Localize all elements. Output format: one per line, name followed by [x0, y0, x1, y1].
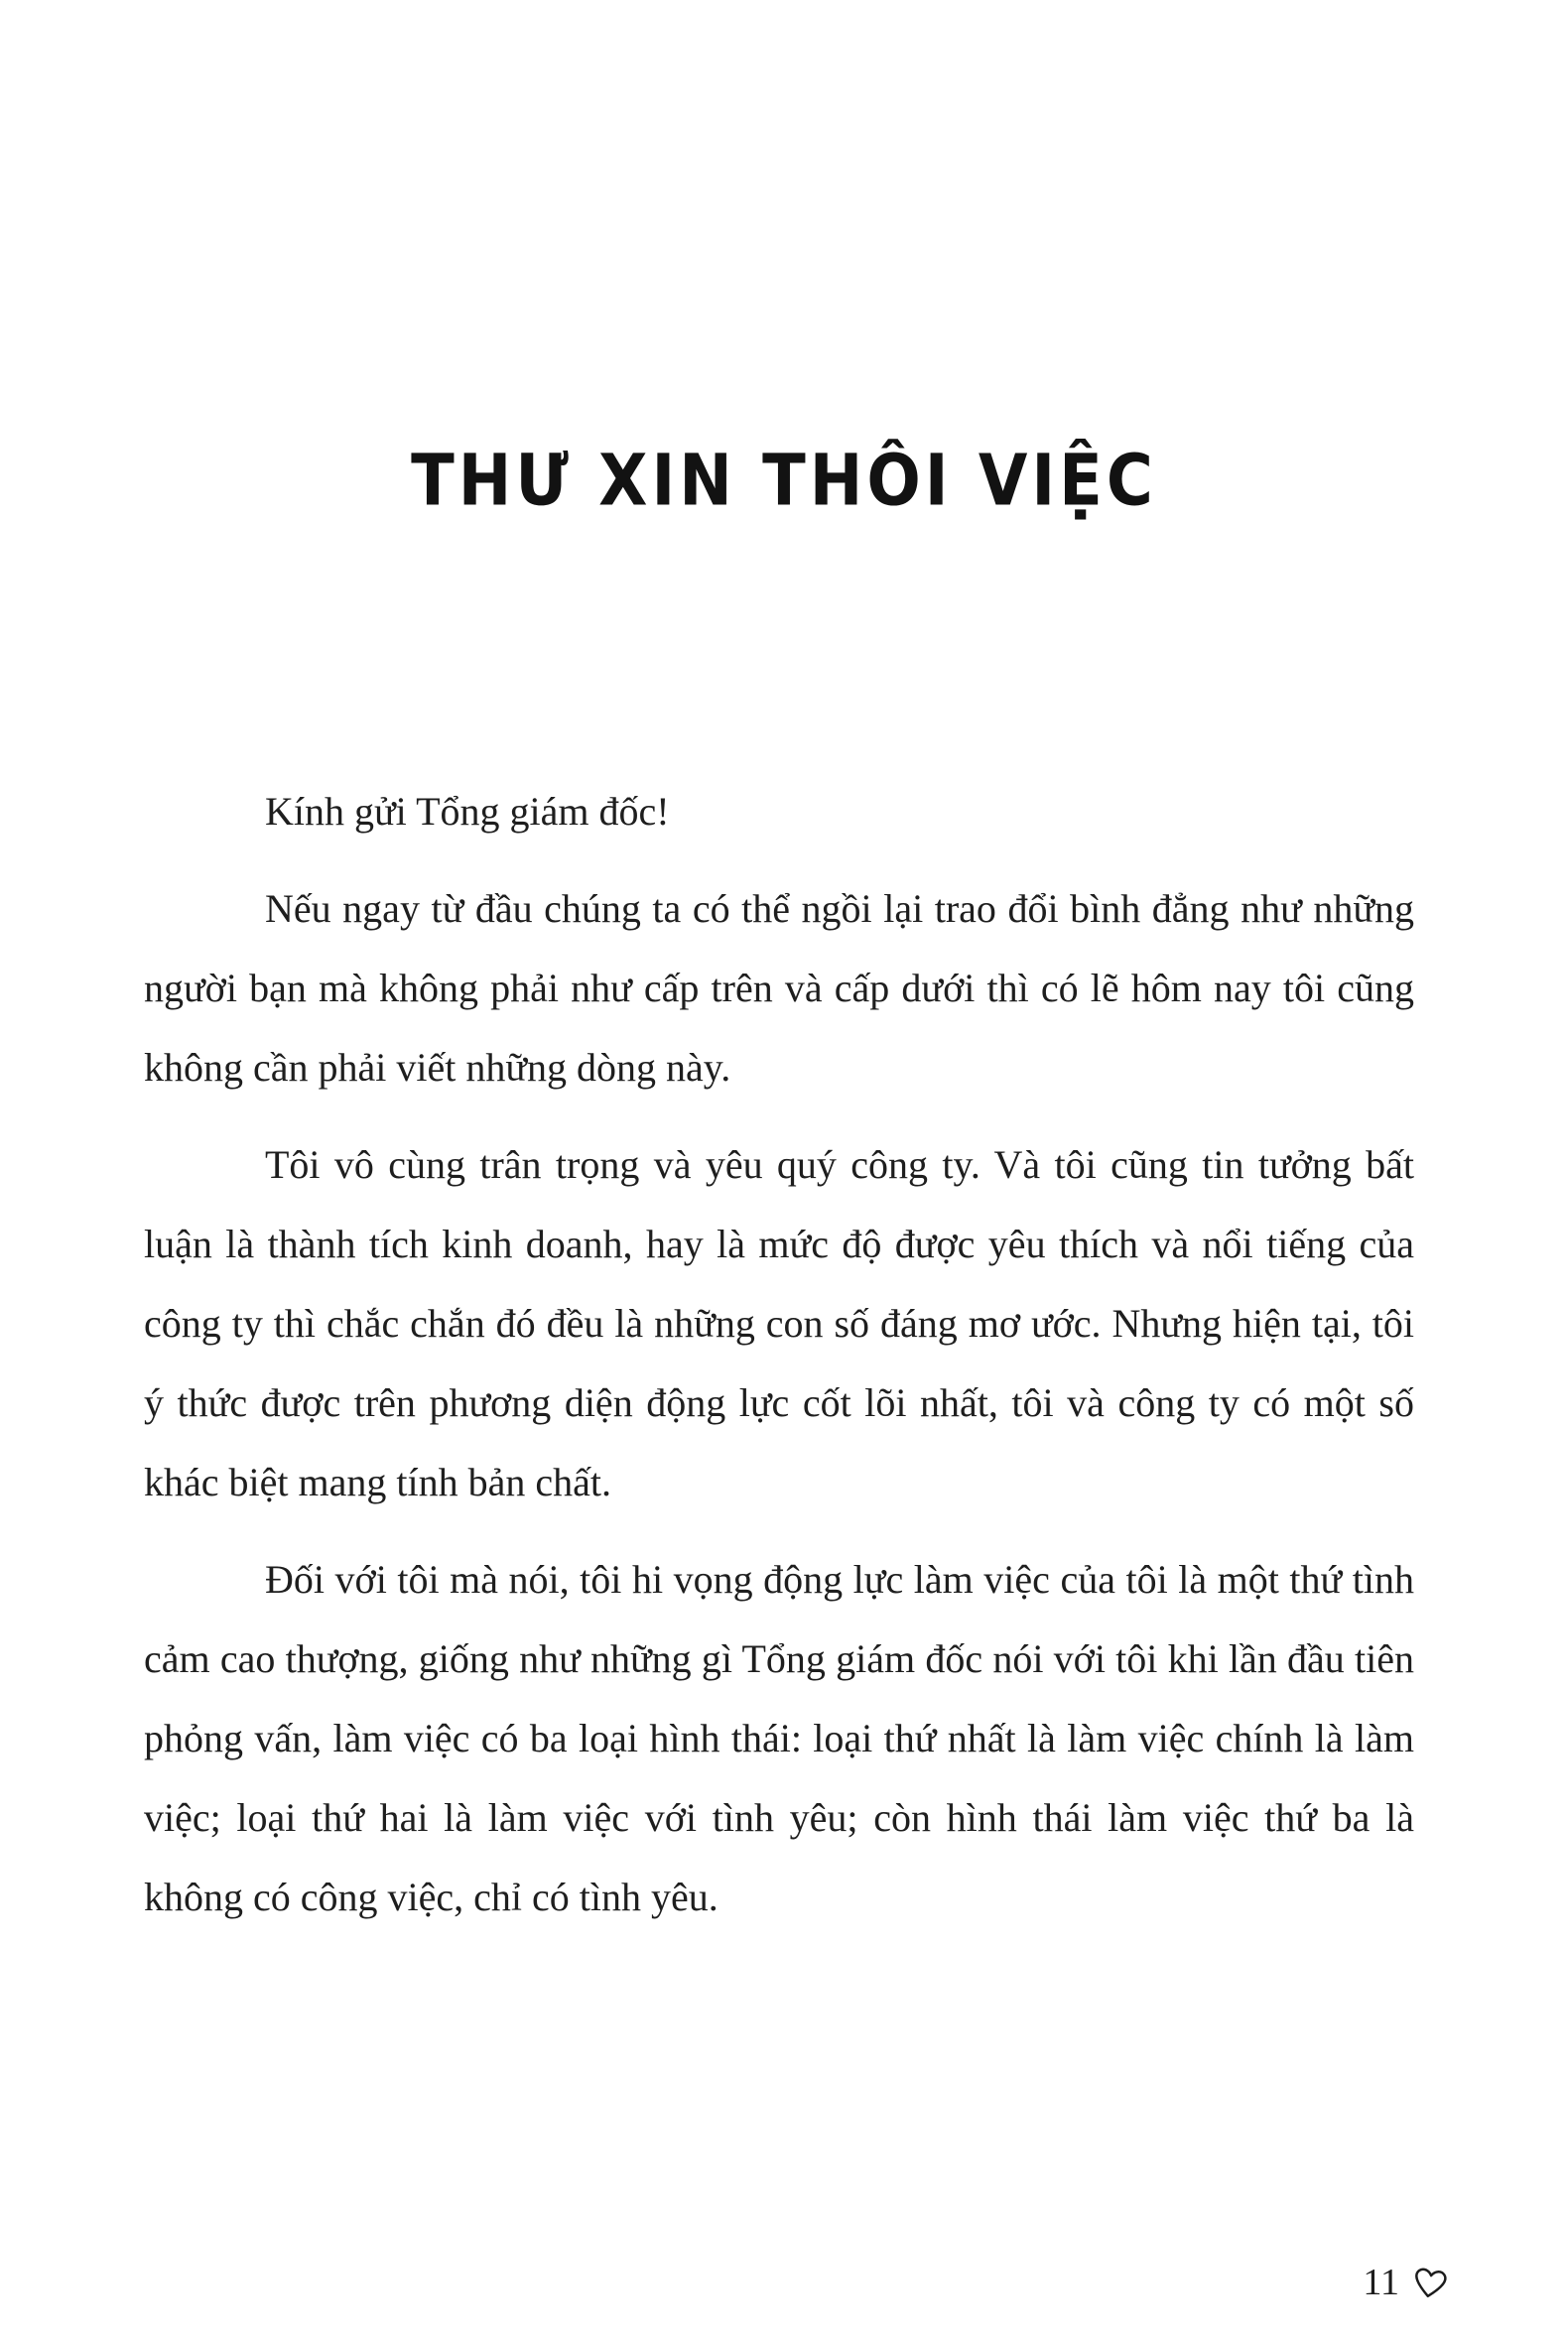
- paragraph-2: Tôi vô cùng trân trọng và yêu quý công ty. Và tôi cũng tin tưởng bất luận là thành tích kinh doanh, hay là mức độ được yêu thích và nổi tiếng của công ty thì chắc chắn đó đều là những con số đáng mơ ước. Nhưng hiện tại, tôi ý thức được trên phương diện động lực cốt lõi nhất, tôi và công ty có một số khác biệt mang tính bản chất.: [144, 1142, 1414, 1504]
- heart-icon: [1406, 2259, 1454, 2306]
- paragraph-1: Nếu ngay từ đầu chúng ta có thể ngồi lại trao đổi bình đẳng như những người bạn mà không phải như cấp trên và cấp dưới thì có lẽ hôm nay tôi cũng không cần phải viết những dòng này.: [144, 886, 1414, 1090]
- chapter-title: THƯ XIN THÔI VIỆC: [411, 440, 1157, 523]
- page-footer: [1363, 2261, 1451, 2304]
- body-text: [144, 772, 1414, 1955]
- paragraph-salutation: Kính gửi Tổng giám đốc!: [265, 789, 670, 834]
- page-number: 11: [1363, 2262, 1399, 2303]
- paragraph-3: Đối với tôi mà nói, tôi hi vọng động lực làm việc của tôi là một thứ tình cảm cao thượng, giống như những gì Tổng giám đốc nói với tôi khi lần đầu tiên phỏng vấn, làm việc có ba loại hình thái: loại thứ nhất là làm việc chính là làm việc; loại thứ hai là làm việc với tình yêu; còn hình thái làm việc thứ ba là không có công việc, chỉ có tình yêu.: [144, 1557, 1414, 1919]
